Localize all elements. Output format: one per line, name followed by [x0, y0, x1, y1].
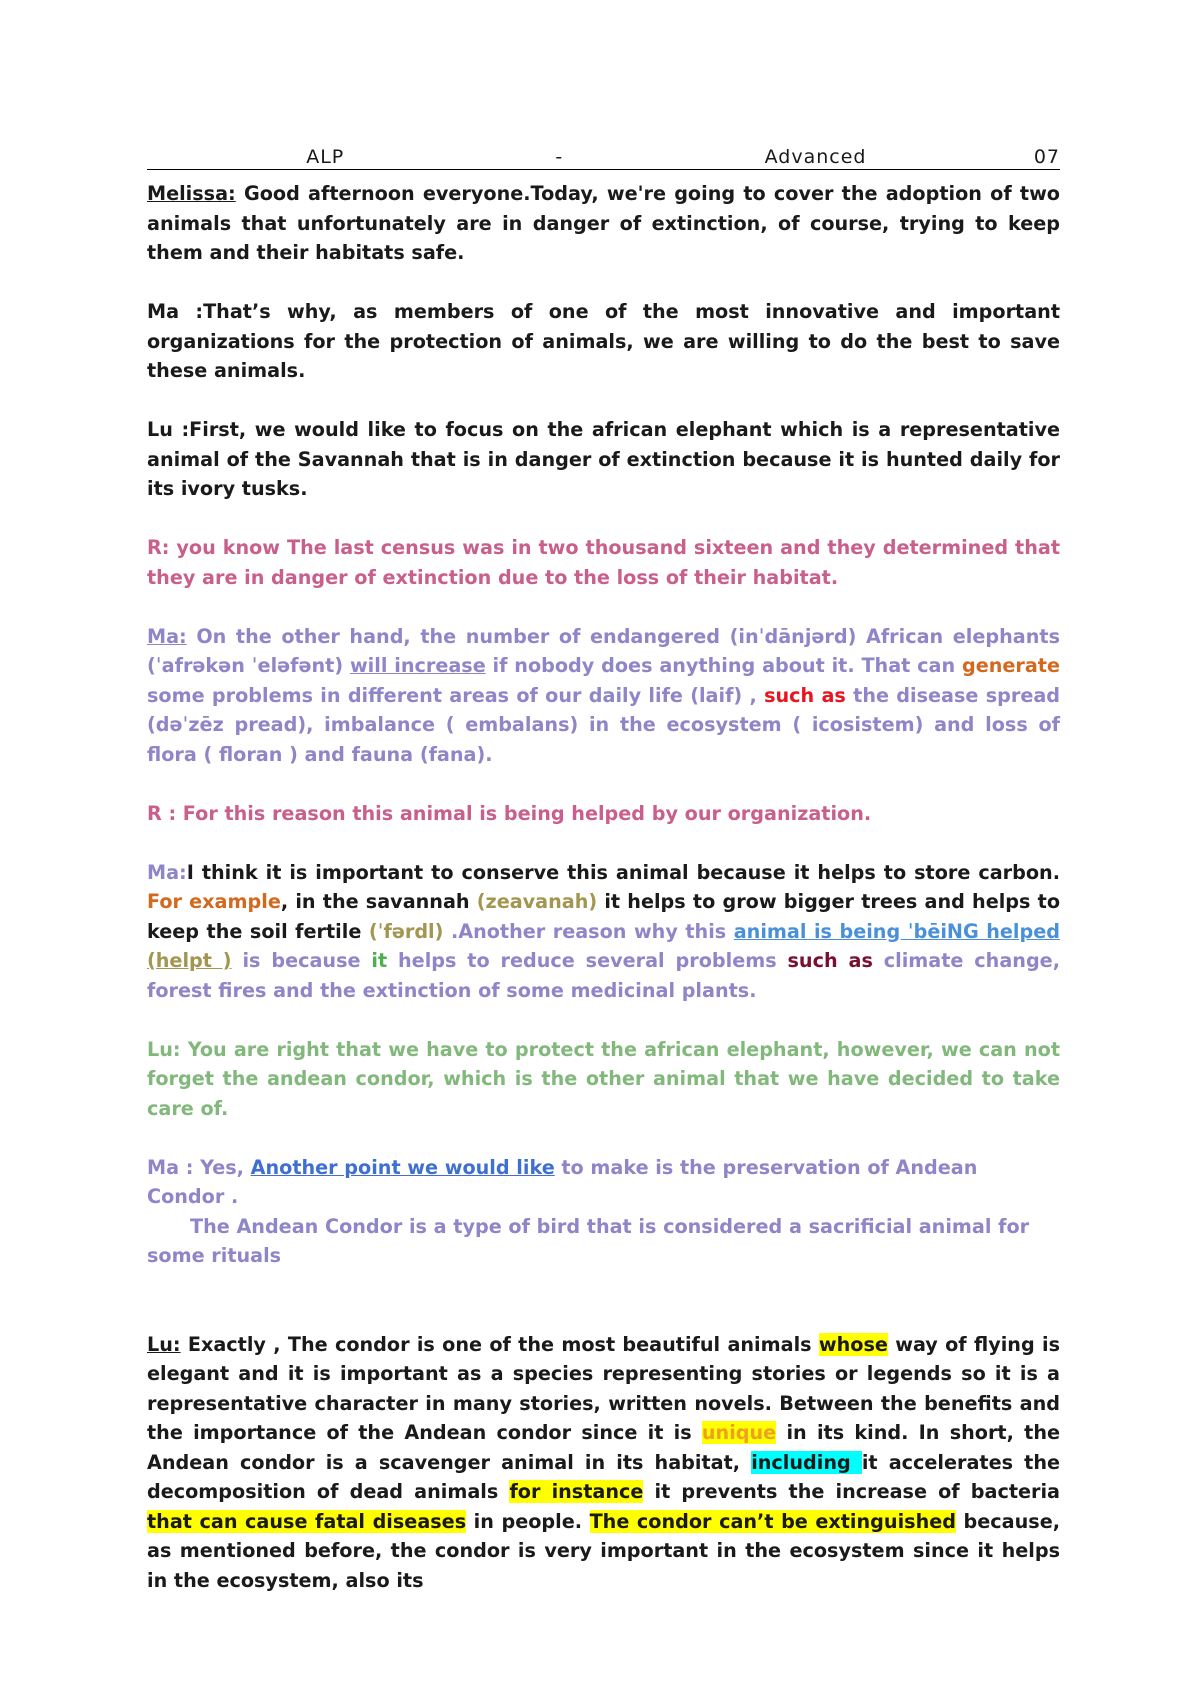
- colored-phrase: (ˈfərdl): [368, 919, 444, 943]
- colored-word: it: [371, 949, 388, 972]
- paragraph-lu-3: Lu: Exactly , The condor is one of the most beautiful animals whose way of flying is elegant and it is important as a species representing stories or legends so it is a representative character in many stories, written novels. Between the benefits and the importance of the Andean condor since it is unique in its kind. In short, the Andean condor is a scavenger animal in its habitat, including it accelerates the decomposition of dead animals for instance it prevents the increase of bacteria that can cause fatal diseases in people. The condor can’t be extinguished because, as mentioned before, the condor is very important in the ecosystem since it helps in the ecosystem, also its: [147, 1332, 1061, 1592]
- highlighted-word: whose: [818, 1332, 888, 1356]
- paragraph-r-1: R: you know The last census was in two thousand sixteen and they determined that they are in danger of extinction due to the loss of their habitat.: [147, 536, 1060, 589]
- paragraph-ma-2: Ma: On the other hand, the number of endangered (inˈdānjərd) African elephants (ˈafrəkən ˈeləfənt) will increase if nobody does anything about it. That can generate some problems in different areas of our daily life (laif) , such as the disease spread (dəˈzēz pread), imbalance ( embalans) in the ecosystem ( icosistem) and loss of flora ( floran ) and fauna (fana).: [147, 624, 1061, 766]
- paragraph-text: Good afternoon everyone.Today, we're going to cover the adoption of two animals that unfortunately are in danger of extinction, of course, trying to keep them and their habitats safe.: [147, 182, 1060, 264]
- paragraph-r-2: R : For this reason this animal is being helped by our organization.: [147, 801, 872, 825]
- highlighted-phrase: for instance: [509, 1480, 644, 1503]
- paragraph-lu-2: Lu: You are right that we have to protect the african elephant, however, we can not forget the andean condor, which is the other animal that we have decided to take care of.: [147, 1037, 1060, 1120]
- speaker-label: Ma:: [147, 624, 187, 648]
- underlined-phrase: animal is being ˈbēiNG helped: [733, 919, 1060, 943]
- header-dash: -: [555, 146, 564, 168]
- document-page: [147, 140, 1060, 1595]
- speaker-label: Melissa:: [147, 182, 236, 205]
- speaker-label: Ma:: [147, 860, 187, 884]
- paragraph-ma-4: Ma : Yes, Another point we would like to make is the preservation of Andean Condor . The Andean Condor is a type of bird that is considered a sacrificial animal for some rituals: [147, 1155, 1030, 1267]
- paragraph-lu-1: Lu :First, we would like to focus on the african elephant which is a representative animal of the Savannah that is in danger of extinction because it is hunted daily for its ivory tusks.: [147, 418, 1060, 500]
- colored-phrase: such as: [764, 683, 846, 707]
- header-number: 07: [1033, 146, 1060, 168]
- header-advanced: Advanced: [764, 146, 867, 168]
- paragraph-ma-3: Ma:I think it is important to conserve this animal because it helps to store carbon. For example, in the savannah (zeavanah) it helps to grow bigger trees and helps to keep the soil fertile (ˈfərdl) .Another reason why this animal is being ˈbēiNG helped (helpt ) is because it helps to reduce several problems such as climate change, forest fires and the extinction of some medicinal plants.: [147, 860, 1061, 1002]
- paragraph-ma-1: Ma :That’s why, as members of one of the most innovative and important organizations for the protection of animals, we are willing to do the best to save these animals.: [147, 300, 1060, 382]
- paragraph-melissa: [147, 179, 1060, 268]
- colored-phrase: such as: [787, 949, 873, 972]
- underlined-phrase: Another point we would like: [250, 1155, 555, 1179]
- highlighted-word: including: [751, 1450, 862, 1474]
- colored-word: generate: [961, 654, 1060, 677]
- header-alp: ALP: [306, 146, 345, 168]
- colored-phrase: (zeavanah): [476, 890, 598, 913]
- colored-phrase: For example: [147, 890, 281, 913]
- highlighted-phrase: The condor can’t be extinguished: [589, 1509, 956, 1533]
- speaker-label: Lu:: [147, 1332, 181, 1356]
- highlighted-phrase: that can cause fatal diseases: [147, 1509, 467, 1533]
- highlighted-word: unique: [701, 1421, 777, 1444]
- page-header: [147, 140, 1060, 170]
- underlined-phrase: (helpt ): [147, 949, 232, 972]
- underlined-phrase: will increase: [349, 654, 486, 677]
